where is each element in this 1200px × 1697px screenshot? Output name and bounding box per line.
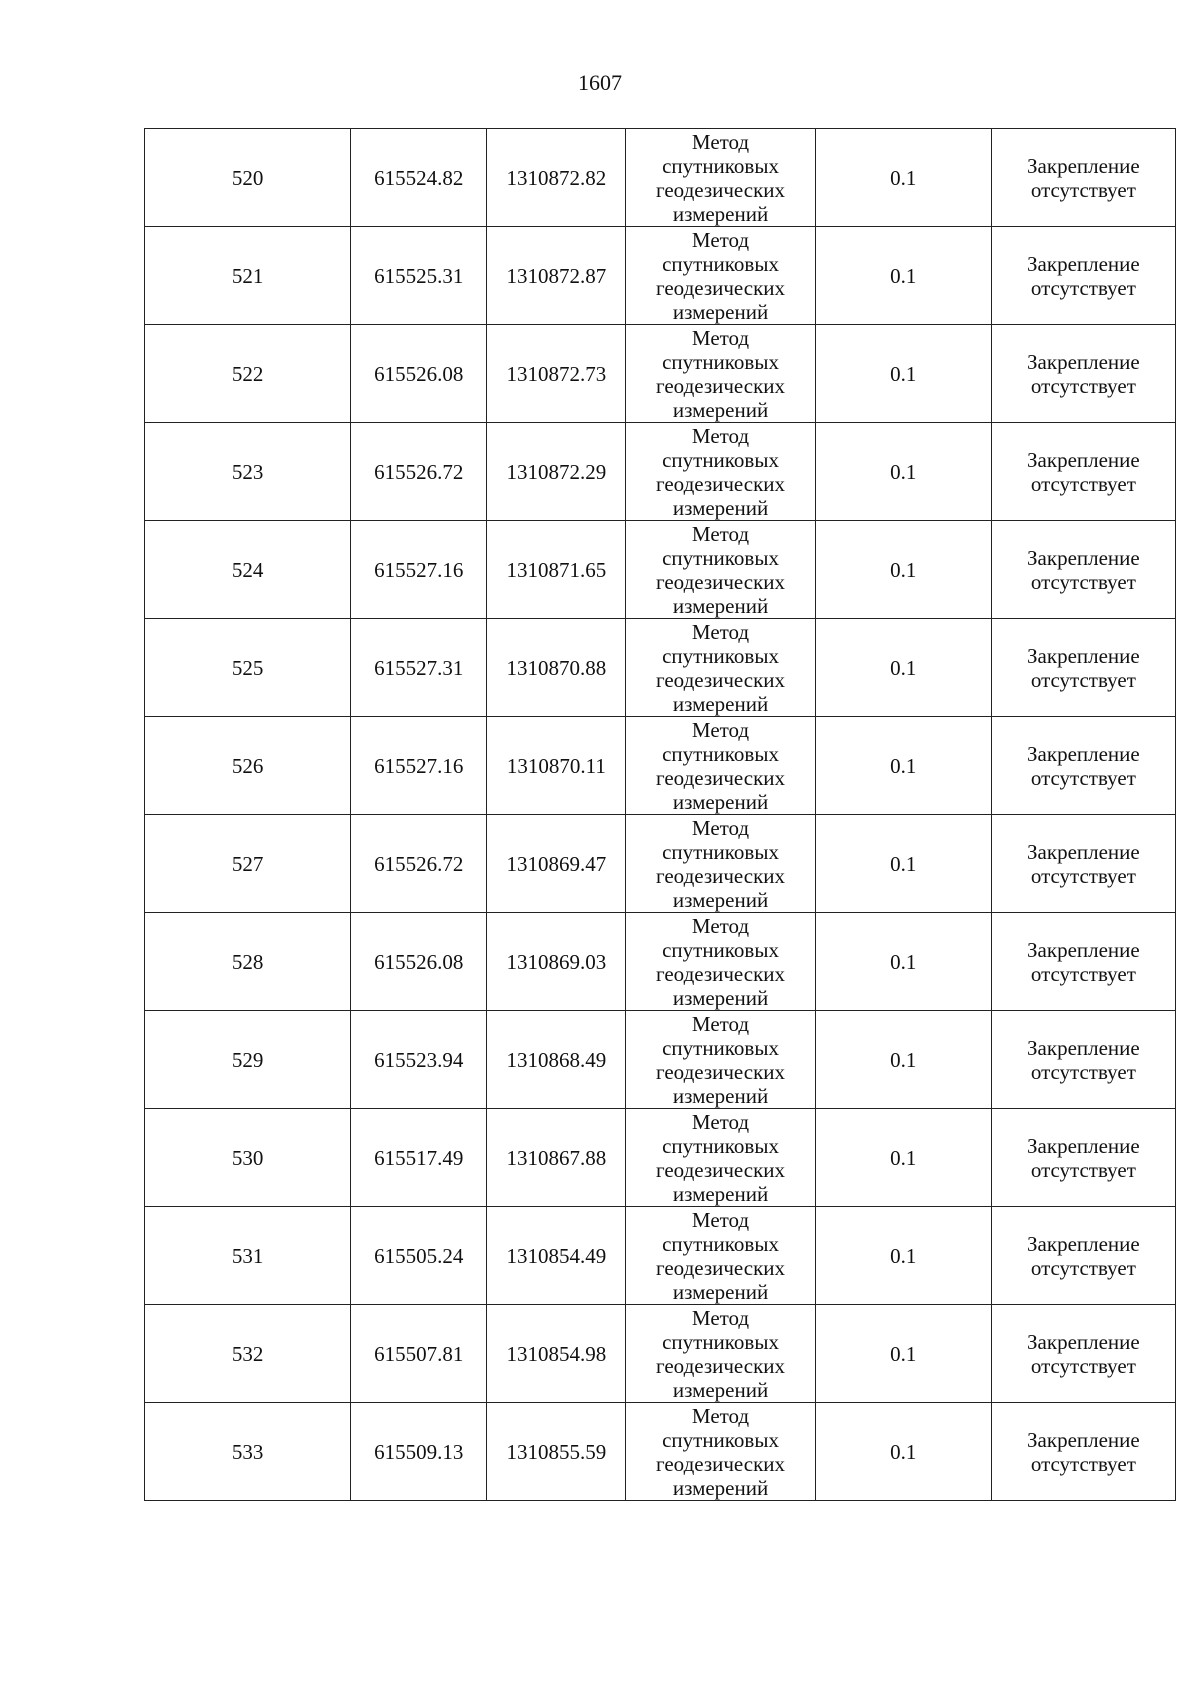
point-number-cell: 527 — [145, 815, 351, 913]
point-number-cell: 522 — [145, 325, 351, 423]
table-row — [145, 717, 1176, 815]
method-cell — [626, 1109, 815, 1207]
fixing-cell-line: Закрепление — [1027, 349, 1140, 374]
method-cell-line: измерений — [672, 1377, 769, 1402]
fixing-cell-line: отсутствует — [1030, 1255, 1136, 1280]
method-cell-line: измерений — [672, 201, 769, 226]
method-cell-line: Метод — [691, 619, 750, 644]
fixing-cell-line: Закрепление — [1027, 1133, 1140, 1158]
method-cell-line: Метод — [691, 717, 750, 742]
fixing-cell — [991, 521, 1175, 619]
fixing-cell-line: отсутствует — [1030, 177, 1136, 202]
point-number-cell: 533 — [145, 1403, 351, 1501]
fixing-cell — [991, 423, 1175, 521]
table-row — [145, 1207, 1176, 1305]
method-cell-line: измерений — [672, 299, 769, 324]
fixing-cell — [991, 717, 1175, 815]
accuracy-cell: 0.1 — [815, 913, 991, 1011]
fixing-cell-line: отсутствует — [1030, 569, 1136, 594]
fixing-cell-line: отсутствует — [1030, 1353, 1136, 1378]
fixing-cell-line: Закрепление — [1027, 1035, 1140, 1060]
y-coordinate-cell: 1310870.11 — [487, 717, 626, 815]
x-coordinate-cell: 615524.82 — [351, 129, 487, 227]
method-cell-line: спутниковых — [662, 545, 779, 570]
fixing-cell — [991, 325, 1175, 423]
fixing-cell — [991, 619, 1175, 717]
method-cell-line: измерений — [672, 1279, 769, 1304]
accuracy-cell: 0.1 — [815, 129, 991, 227]
x-coordinate-cell: 615525.31 — [351, 227, 487, 325]
method-cell-line: геодезических — [656, 863, 786, 888]
method-cell-line: спутниковых — [662, 349, 779, 374]
x-coordinate-cell: 615527.16 — [351, 521, 487, 619]
table-row — [145, 913, 1176, 1011]
x-coordinate-cell: 615526.08 — [351, 325, 487, 423]
method-cell-line: измерений — [672, 691, 769, 716]
fixing-cell — [991, 129, 1175, 227]
fixing-cell — [991, 227, 1175, 325]
coordinates-table-body — [145, 129, 1176, 1501]
method-cell-line: спутниковых — [662, 1133, 779, 1158]
method-cell-line: Метод — [691, 423, 750, 448]
table-row — [145, 1011, 1176, 1109]
method-cell-line: Метод — [691, 1207, 750, 1232]
method-cell-line: спутниковых — [662, 937, 779, 962]
fixing-cell-line: Закрепление — [1027, 1427, 1140, 1452]
method-cell-line: спутниковых — [662, 153, 779, 178]
fixing-cell-line: Закрепление — [1027, 1231, 1140, 1256]
x-coordinate-cell: 615517.49 — [351, 1109, 487, 1207]
table-row — [145, 619, 1176, 717]
method-cell-line: спутниковых — [662, 447, 779, 472]
method-cell — [626, 227, 815, 325]
method-cell — [626, 129, 815, 227]
method-cell-line: измерений — [672, 1181, 769, 1206]
point-number-cell: 532 — [145, 1305, 351, 1403]
method-cell-line: измерений — [672, 593, 769, 618]
fixing-cell-line: Закрепление — [1027, 643, 1140, 668]
method-cell-line: Метод — [691, 1011, 750, 1036]
point-number-cell: 520 — [145, 129, 351, 227]
table-row — [145, 1403, 1176, 1501]
y-coordinate-cell: 1310870.88 — [487, 619, 626, 717]
point-number-cell: 523 — [145, 423, 351, 521]
method-cell — [626, 717, 815, 815]
method-cell-line: геодезических — [656, 1059, 786, 1084]
accuracy-cell: 0.1 — [815, 1109, 991, 1207]
method-cell-line: спутниковых — [662, 1329, 779, 1354]
x-coordinate-cell: 615505.24 — [351, 1207, 487, 1305]
method-cell-line: геодезических — [656, 1157, 786, 1182]
method-cell-line: измерений — [672, 495, 769, 520]
fixing-cell-line: отсутствует — [1030, 765, 1136, 790]
method-cell-line: Метод — [691, 913, 750, 938]
method-cell-line: спутниковых — [662, 643, 779, 668]
point-number-cell: 529 — [145, 1011, 351, 1109]
x-coordinate-cell: 615523.94 — [351, 1011, 487, 1109]
method-cell-line: измерений — [672, 1475, 769, 1500]
fixing-cell-line: отсутствует — [1030, 471, 1136, 496]
method-cell-line: Метод — [691, 1403, 750, 1428]
x-coordinate-cell: 615509.13 — [351, 1403, 487, 1501]
accuracy-cell: 0.1 — [815, 815, 991, 913]
table-row — [145, 1305, 1176, 1403]
fixing-cell-line: отсутствует — [1030, 275, 1136, 300]
method-cell-line: спутниковых — [662, 1427, 779, 1452]
y-coordinate-cell: 1310854.49 — [487, 1207, 626, 1305]
fixing-cell — [991, 913, 1175, 1011]
fixing-cell-line: отсутствует — [1030, 961, 1136, 986]
x-coordinate-cell: 615507.81 — [351, 1305, 487, 1403]
method-cell-line: спутниковых — [662, 839, 779, 864]
method-cell-line: измерений — [672, 397, 769, 422]
accuracy-cell: 0.1 — [815, 1305, 991, 1403]
fixing-cell — [991, 815, 1175, 913]
accuracy-cell: 0.1 — [815, 521, 991, 619]
method-cell-line: геодезических — [656, 667, 786, 692]
method-cell-line: спутниковых — [662, 1035, 779, 1060]
fixing-cell-line: Закрепление — [1027, 447, 1140, 472]
method-cell-line: измерений — [672, 789, 769, 814]
accuracy-cell: 0.1 — [815, 619, 991, 717]
table-row — [145, 423, 1176, 521]
fixing-cell — [991, 1305, 1175, 1403]
point-number-cell: 524 — [145, 521, 351, 619]
y-coordinate-cell: 1310855.59 — [487, 1403, 626, 1501]
x-coordinate-cell: 615526.72 — [351, 815, 487, 913]
fixing-cell — [991, 1011, 1175, 1109]
method-cell — [626, 423, 815, 521]
table-row — [145, 521, 1176, 619]
y-coordinate-cell: 1310872.73 — [487, 325, 626, 423]
method-cell-line: измерений — [672, 887, 769, 912]
method-cell-line: геодезических — [656, 1255, 786, 1280]
method-cell-line: геодезических — [656, 471, 786, 496]
method-cell-line: Метод — [691, 227, 750, 252]
method-cell — [626, 913, 815, 1011]
method-cell — [626, 325, 815, 423]
point-number-cell: 530 — [145, 1109, 351, 1207]
point-number-cell: 528 — [145, 913, 351, 1011]
y-coordinate-cell: 1310869.03 — [487, 913, 626, 1011]
fixing-cell-line: отсутствует — [1030, 1059, 1136, 1084]
method-cell-line: Метод — [691, 325, 750, 350]
accuracy-cell: 0.1 — [815, 227, 991, 325]
y-coordinate-cell: 1310872.82 — [487, 129, 626, 227]
x-coordinate-cell: 615527.16 — [351, 717, 487, 815]
point-number-cell: 521 — [145, 227, 351, 325]
method-cell — [626, 619, 815, 717]
method-cell-line: измерений — [672, 1083, 769, 1108]
method-cell-line: спутниковых — [662, 1231, 779, 1256]
point-number-cell: 526 — [145, 717, 351, 815]
fixing-cell — [991, 1207, 1175, 1305]
x-coordinate-cell: 615526.72 — [351, 423, 487, 521]
fixing-cell-line: отсутствует — [1030, 1451, 1136, 1476]
method-cell-line: геодезических — [656, 177, 786, 202]
table-row — [145, 129, 1176, 227]
method-cell-line: спутниковых — [662, 251, 779, 276]
method-cell — [626, 1403, 815, 1501]
point-number-cell: 525 — [145, 619, 351, 717]
method-cell-line: измерений — [672, 985, 769, 1010]
y-coordinate-cell: 1310872.29 — [487, 423, 626, 521]
method-cell-line: Метод — [691, 815, 750, 840]
y-coordinate-cell: 1310868.49 — [487, 1011, 626, 1109]
fixing-cell-line: отсутствует — [1030, 863, 1136, 888]
fixing-cell-line: Закрепление — [1027, 153, 1140, 178]
coordinates-table — [144, 128, 1176, 1501]
fixing-cell-line: отсутствует — [1030, 1157, 1136, 1182]
fixing-cell-line: отсутствует — [1030, 667, 1136, 692]
fixing-cell-line: Закрепление — [1027, 1329, 1140, 1354]
method-cell-line: Метод — [691, 521, 750, 546]
method-cell-line: геодезических — [656, 1353, 786, 1378]
point-number-cell: 531 — [145, 1207, 351, 1305]
method-cell-line: геодезических — [656, 1451, 786, 1476]
method-cell-line: геодезических — [656, 373, 786, 398]
y-coordinate-cell: 1310867.88 — [487, 1109, 626, 1207]
table-row — [145, 1109, 1176, 1207]
fixing-cell-line: отсутствует — [1030, 373, 1136, 398]
method-cell — [626, 815, 815, 913]
x-coordinate-cell: 615527.31 — [351, 619, 487, 717]
x-coordinate-cell: 615526.08 — [351, 913, 487, 1011]
accuracy-cell: 0.1 — [815, 1011, 991, 1109]
fixing-cell — [991, 1403, 1175, 1501]
method-cell — [626, 1207, 815, 1305]
fixing-cell-line: Закрепление — [1027, 937, 1140, 962]
method-cell-line: геодезических — [656, 961, 786, 986]
fixing-cell — [991, 1109, 1175, 1207]
accuracy-cell: 0.1 — [815, 325, 991, 423]
method-cell-line: спутниковых — [662, 741, 779, 766]
y-coordinate-cell: 1310871.65 — [487, 521, 626, 619]
method-cell-line: геодезических — [656, 765, 786, 790]
table-row — [145, 815, 1176, 913]
method-cell — [626, 1011, 815, 1109]
fixing-cell-line: Закрепление — [1027, 251, 1140, 276]
accuracy-cell: 0.1 — [815, 717, 991, 815]
fixing-cell-line: Закрепление — [1027, 741, 1140, 766]
accuracy-cell: 0.1 — [815, 1403, 991, 1501]
method-cell — [626, 1305, 815, 1403]
method-cell-line: геодезических — [656, 275, 786, 300]
method-cell-line: Метод — [691, 1109, 750, 1134]
table-row — [145, 325, 1176, 423]
fixing-cell-line: Закрепление — [1027, 545, 1140, 570]
fixing-cell-line: Закрепление — [1027, 839, 1140, 864]
method-cell-line: геодезических — [656, 569, 786, 594]
method-cell-line: Метод — [691, 1305, 750, 1330]
y-coordinate-cell: 1310854.98 — [487, 1305, 626, 1403]
y-coordinate-cell: 1310872.87 — [487, 227, 626, 325]
accuracy-cell: 0.1 — [815, 423, 991, 521]
accuracy-cell: 0.1 — [815, 1207, 991, 1305]
method-cell-line: Метод — [691, 129, 750, 154]
table-row — [145, 227, 1176, 325]
page-number: 1607 — [578, 70, 622, 95]
y-coordinate-cell: 1310869.47 — [487, 815, 626, 913]
method-cell — [626, 521, 815, 619]
